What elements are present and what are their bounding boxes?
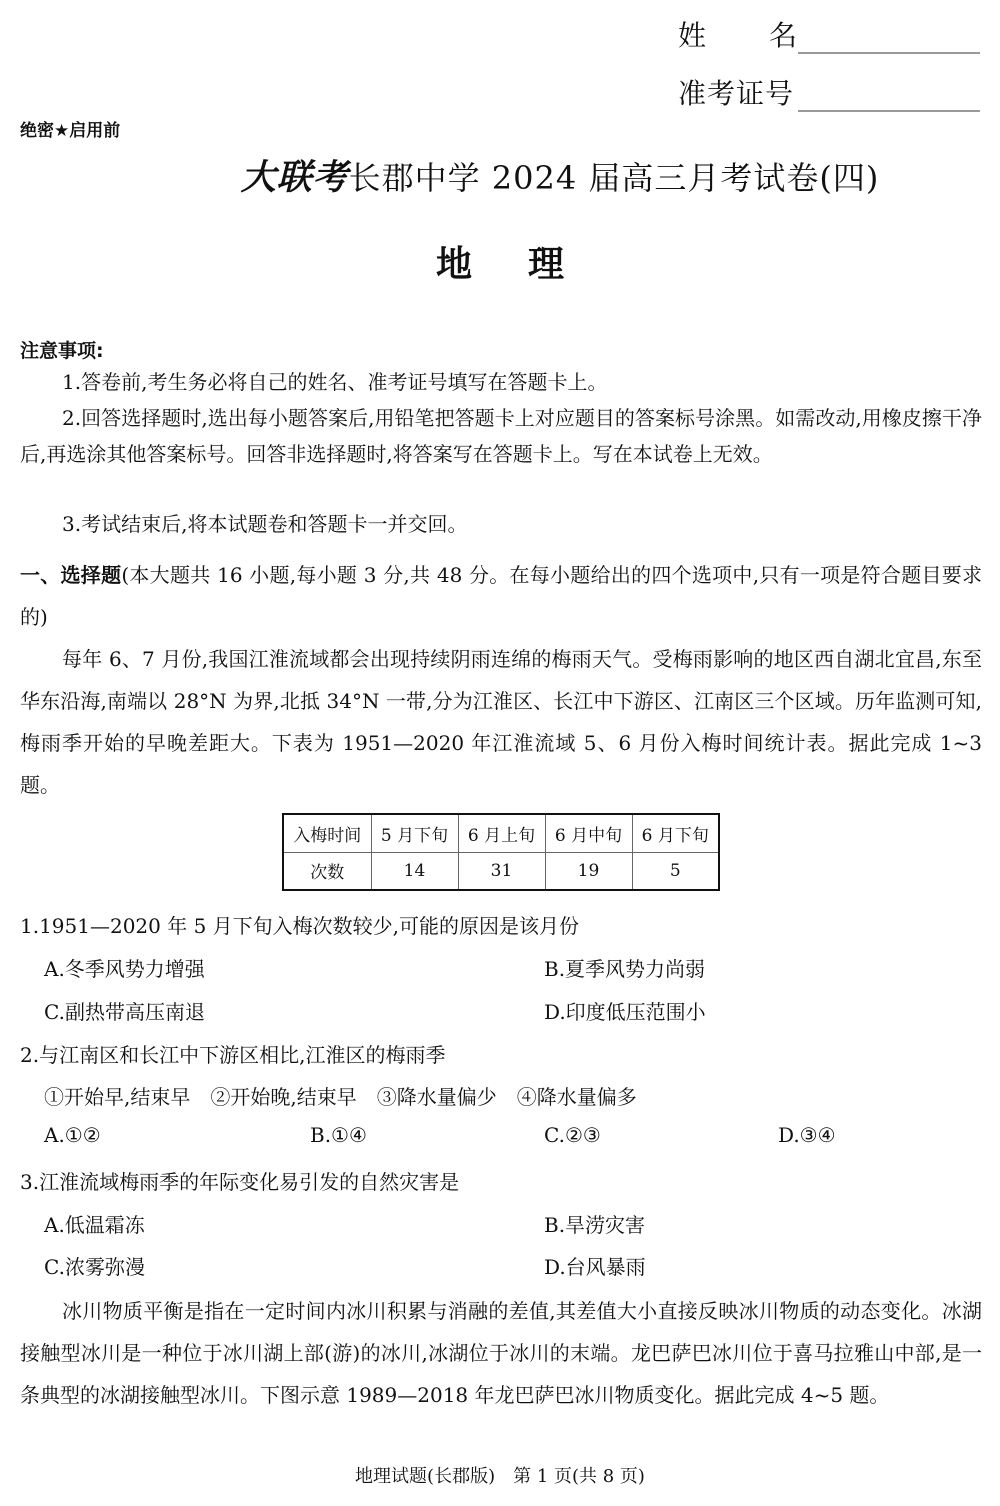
table-cell: 19 — [545, 852, 632, 890]
table-row-label: 次数 — [283, 852, 371, 890]
table-header-row — [283, 814, 719, 852]
question-1-option-b[interactable]: B.夏季风势力尚弱 — [544, 957, 706, 981]
question-1-option-a[interactable]: A.冬季风势力增强 — [44, 957, 205, 981]
question-1-stem: 1.1951—2020 年 5 月下旬入梅次数较少,可能的原因是该月份 — [20, 914, 580, 938]
subject-title — [0, 236, 1000, 287]
confidential-mark: 绝密★启用前 — [20, 121, 121, 141]
question-3-option-d[interactable]: D.台风暴雨 — [544, 1255, 646, 1279]
name-field-row — [678, 14, 980, 54]
meiyu-onset-table — [282, 813, 720, 891]
exam-title-text: 长郡中学 2024 届高三月考试卷(四) — [348, 159, 880, 197]
table-header-cell: 6 月上旬 — [458, 814, 545, 852]
question-2-stem: 2.与江南区和长江中下游区相比,江淮区的梅雨季 — [20, 1043, 446, 1067]
exam-id-field-row — [678, 72, 980, 112]
section-1-description: (本大题共 16 小题,每小题 3 分,共 48 分。在每小题给出的四个选项中,只有一项是符合题目要求的) — [20, 563, 982, 629]
exam-id-label: 准考证号 — [678, 77, 795, 110]
section-1-heading: 一、选择题 — [20, 563, 122, 587]
notice-heading: 注意事项: — [20, 340, 104, 362]
exam-id-input-line[interactable] — [798, 82, 980, 112]
table-header-cell: 入梅时间 — [283, 814, 371, 852]
name-label — [678, 14, 798, 54]
notice-item-3: 3.考试结束后,将本试题卷和答题卡一并交回。 — [62, 512, 468, 536]
name-label-char-2: 名 — [768, 19, 798, 52]
question-2-statements: ①开始早,结束早 ②开始晚,结束早 ③降水量偏少 ④降水量偏多 — [44, 1085, 637, 1109]
question-3-option-c[interactable]: C.浓雾弥漫 — [44, 1255, 145, 1279]
question-3-option-b[interactable]: B.旱涝灾害 — [544, 1213, 646, 1237]
table-row — [283, 852, 719, 890]
question-2-option-a[interactable]: A.①② — [44, 1123, 101, 1147]
passage-1: 每年 6、7 月份,我国江淮流域都会出现持续阴雨连绵的梅雨天气。受梅雨影响的地区西自湖北宜昌,东至华东沿海,南端以 28°N 为界,北抵 34°N 一带,分为江淮区、长江中下游区、江南区三个区域。历年监测可知,梅雨季开始的早晚差距大。下表为 1951—2020 年江淮流域 5、6 月份入梅时间统计表。据此完成 1~3 题。 — [20, 647, 982, 797]
section-1-header — [20, 554, 982, 638]
question-3-option-a[interactable]: A.低温霜冻 — [44, 1213, 145, 1237]
question-2-option-c[interactable]: C.②③ — [544, 1123, 601, 1147]
table-header-cell: 6 月中旬 — [545, 814, 632, 852]
question-1-option-d[interactable]: D.印度低压范围小 — [544, 1000, 706, 1024]
notice-item-2: 2.回答选择题时,选出每小题答案后,用铅笔把答题卡上对应题目的答案标号涂黑。如需改动,用橡皮擦干净后,再选涂其他答案标号。回答非选择题时,将答案写在答题卡上。写在本试卷上无效。 — [20, 406, 982, 466]
name-label-char-1: 姓 — [678, 19, 708, 52]
exam-title — [180, 150, 940, 200]
exam-brand: 大联考 — [240, 157, 349, 198]
subject-char-1: 地 — [435, 244, 472, 285]
subject-char-2: 理 — [528, 244, 565, 285]
notice-item-1: 1.答卷前,考生务必将自己的姓名、准考证号填写在答题卡上。 — [62, 370, 608, 394]
table-cell: 14 — [371, 852, 458, 890]
question-2-option-b[interactable]: B.①④ — [310, 1123, 367, 1147]
page-footer: 地理试题(长郡版) 第 1 页(共 8 页) — [355, 1466, 645, 1487]
table-cell: 5 — [632, 852, 719, 890]
table-header-cell: 6 月下旬 — [632, 814, 719, 852]
name-input-line[interactable] — [798, 24, 980, 54]
question-1-option-c[interactable]: C.副热带高压南退 — [44, 1000, 205, 1024]
question-2-option-d[interactable]: D.③④ — [778, 1123, 836, 1147]
question-3-stem: 3.江淮流域梅雨季的年际变化易引发的自然灾害是 — [20, 1170, 460, 1194]
table-cell: 31 — [458, 852, 545, 890]
table-header-cell: 5 月下旬 — [371, 814, 458, 852]
passage-2: 冰川物质平衡是指在一定时间内冰川积累与消融的差值,其差值大小直接反映冰川物质的动态变化。冰湖接触型冰川是一种位于冰川湖上部(游)的冰川,冰湖位于冰川的末端。龙巴萨巴冰川位于喜马拉雅山中部,是一条典型的冰湖接触型冰川。下图示意 1989—2018 年龙巴萨巴冰川物质变化。据此完成 4~5 题。 — [20, 1299, 982, 1407]
